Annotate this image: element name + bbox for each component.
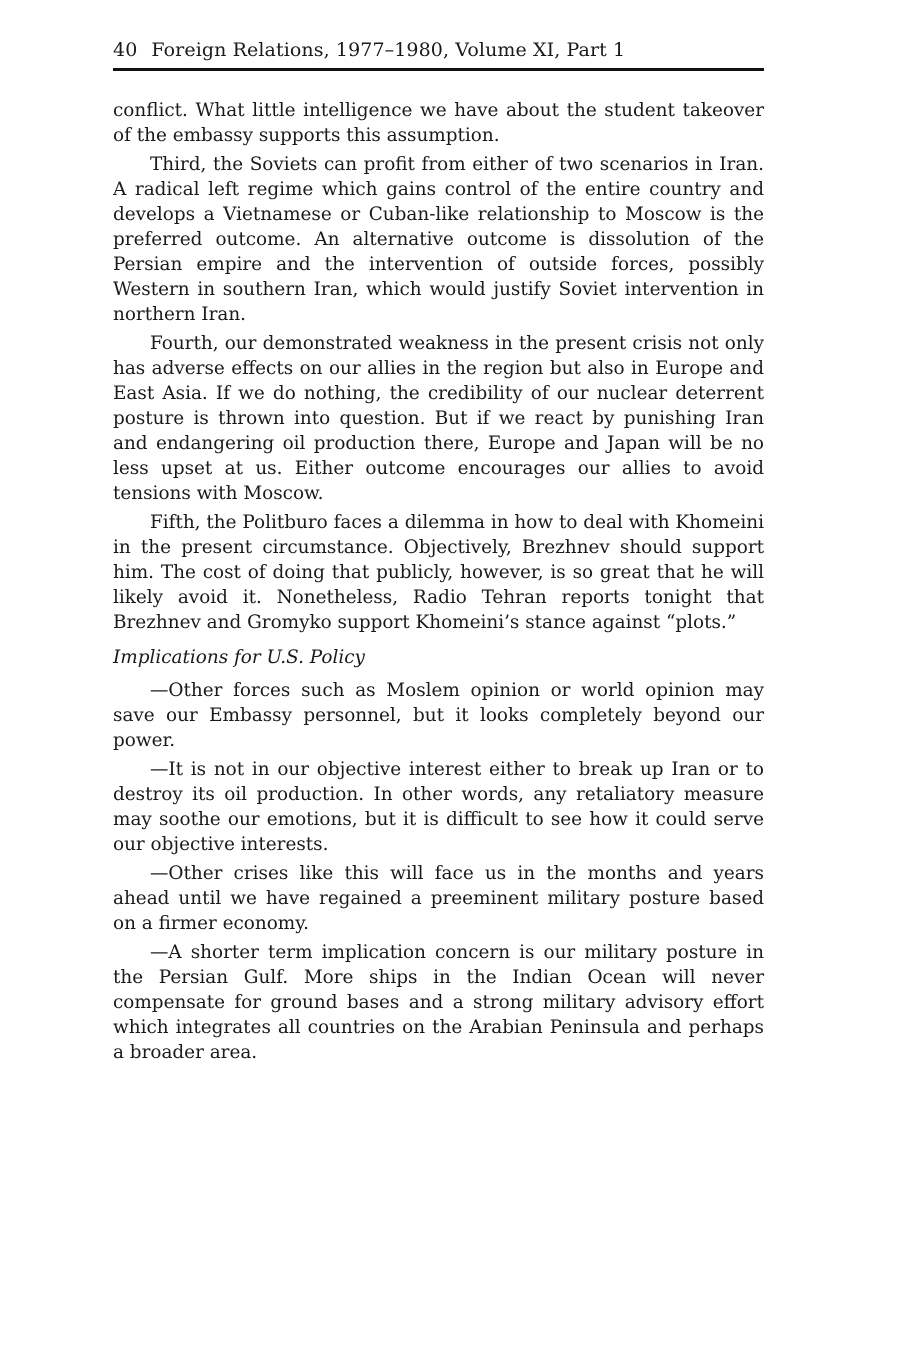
paragraph-fifth-point: Fifth, the Politburo faces a dilemma in how to deal with Khomeini in the present circumstance. Objectively, Brezhnev should support him. The cost of doing that publicly, however, is so great that he will likely avoid it. Nonetheless, Radio Tehran reports tonight that Brezhnev and Gromyko support Khomeini’s stance against “plots.”: [113, 512, 764, 633]
implication-item: —Other forces such as Moslem opinion or world opinion may save our Embassy personnel, but it looks completely beyond our power.: [113, 680, 764, 751]
document-page: [113, 36, 764, 1069]
implication-item: —It is not in our objective interest either to break up Iran or to destroy its oil production. In other words, any retaliatory measure may soothe our emotions, but it is difficult to see how it could serve our objective interests.: [113, 759, 764, 855]
paragraph-third-point: Third, the Soviets can profit from either of two scenarios in Iran. A radical left regime which gains control of the entire country and develops a Vietnamese or Cuban-like relationship to Moscow is the preferred outcome. An alternative outcome is dissolution of the Persian empire and the intervention of outside forces, possibly Western in southern Iran, which would justify Soviet intervention in northern Iran.: [113, 154, 764, 325]
implication-item: —Other crises like this will face us in the months and years ahead until we have regained a preeminent military posture based on a firmer economy.: [113, 863, 764, 934]
running-header: [113, 36, 764, 71]
paragraph-continuation: conflict. What little intelligence we have about the student takeover of the embassy supports this assumption.: [113, 100, 764, 146]
implication-item: —A shorter term implication concern is our military posture in the Persian Gulf. More ships in the Indian Ocean will never compensate for ground bases and a strong military advisory effort which integrates all countries on the Arabian Peninsula and perhaps a broader area.: [113, 942, 764, 1063]
body-text: [113, 98, 764, 1065]
section-heading-implications: Implications for U.S. Policy: [113, 647, 365, 668]
page-number: 40: [113, 39, 138, 61]
running-title: Foreign Relations, 1977–1980, Volume XI, Part 1: [151, 39, 626, 61]
paragraph-fourth-point: Fourth, our demonstrated weakness in the present crisis not only has adverse effects on our allies in the region but also in Europe and East Asia. If we do nothing, the credibility of our nuclear deterrent posture is thrown into question. But if we react by punishing Iran and endangering oil production there, Europe and Japan will be no less upset at us. Either outcome encourages our allies to avoid tensions with Moscow.: [113, 333, 764, 504]
